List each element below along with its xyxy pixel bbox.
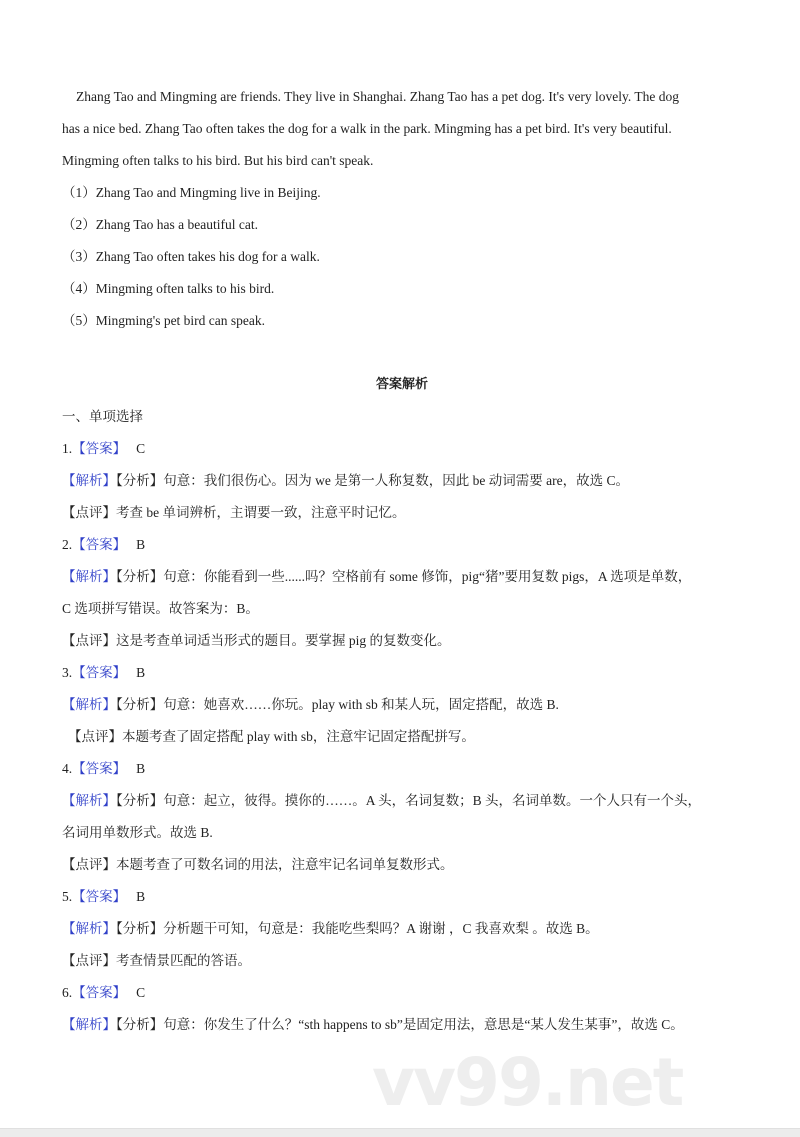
- statement-1: （1）Zhang Tao and Mingming live in Beijing.: [62, 185, 321, 200]
- comment-text: 本题考查了固定搭配 play with sb，注意牢记固定搭配拼写。: [122, 729, 475, 744]
- answer-label: 【答案】: [72, 665, 127, 680]
- comment-text: 本题考查了可数名词的用法，注意牢记名词单复数形式。: [116, 857, 454, 872]
- comment-text: 这是考查单词适当形式的题目。要掌握 pig 的复数变化。: [116, 633, 451, 648]
- answer-label: 【答案】: [72, 441, 127, 456]
- analysis-line: [62, 785, 742, 817]
- document-page: [62, 81, 742, 1041]
- answer-list: [62, 433, 742, 1041]
- analysis-line: 名词用单数形式。故选 B.: [62, 825, 213, 840]
- question-number: 5.: [62, 889, 73, 904]
- jiexi-label: 【解析】: [62, 697, 116, 712]
- comment-text: 考查情景匹配的答语。: [116, 953, 251, 968]
- answer-label: 【答案】: [72, 889, 127, 904]
- analysis-line: [62, 561, 742, 593]
- analysis-line: [62, 1009, 742, 1041]
- dianping-label: 【点评】: [68, 729, 122, 744]
- statement-4: （4）Mingming often talks to his bird.: [62, 281, 275, 296]
- answer-line: [62, 657, 742, 689]
- fenxi-label: 【分析】: [116, 697, 164, 712]
- answer-label: 【答案】: [72, 985, 127, 1000]
- dianping-label: 【点评】: [62, 857, 116, 872]
- bottom-scroll-bar: [0, 1128, 800, 1137]
- jiexi-label: 【解析】: [62, 569, 116, 584]
- statement-5: （5）Mingming's pet bird can speak.: [62, 313, 266, 328]
- analysis-text: 句意：你能看到一些......吗？空格前有 some 修饰，pig“猪”要用复数 pigs，A 选项是单数，: [163, 569, 692, 584]
- answer-value: B: [136, 537, 146, 552]
- answer-value: B: [136, 761, 146, 776]
- comment-text: 考查 be 单词辨析，主谓要一致，注意平时记忆。: [116, 505, 406, 520]
- answer-item: [62, 657, 742, 753]
- statement-2: （2）Zhang Tao has a beautiful cat.: [62, 217, 258, 232]
- comment-line: [62, 849, 742, 881]
- answer-label: 【答案】: [72, 537, 127, 552]
- question-number: 4.: [62, 761, 73, 776]
- watermark: vv99.net: [372, 1044, 683, 1121]
- analysis-line: [62, 689, 742, 721]
- answer-value: B: [136, 665, 146, 680]
- jiexi-label: 【解析】: [62, 473, 116, 488]
- jiexi-label: 【解析】: [62, 793, 116, 808]
- passage-line: has a nice bed. Zhang Tao often takes the dog for a walk in the park. Mingming has a pet bird. It's very beautiful.: [62, 121, 672, 136]
- dianping-label: 【点评】: [62, 633, 116, 648]
- passage-line: Mingming often talks to his bird. But his bird can't speak.: [62, 153, 374, 168]
- analysis-text: 句意：我们很伤心。因为 we 是第一人称复数，因此 be 动词需要 are，故选 C。: [163, 473, 629, 488]
- answer-value: B: [136, 889, 146, 904]
- answer-line: [62, 753, 742, 785]
- answer-value: C: [136, 985, 146, 1000]
- fenxi-label: 【分析】: [116, 793, 164, 808]
- analysis-text: 句意：她喜欢……你玩。play with sb 和某人玩，固定搭配，故选 B.: [163, 697, 559, 712]
- fenxi-label: 【分析】: [116, 569, 164, 584]
- reading-passage: [62, 81, 742, 177]
- question-number: 2.: [62, 537, 73, 552]
- section-title: 一、单项选择: [62, 409, 143, 424]
- analysis-line: [62, 465, 742, 497]
- answers-title: 答案解析: [375, 377, 428, 392]
- dianping-label: 【点评】: [62, 505, 116, 520]
- statement-3: （3）Zhang Tao often takes his dog for a walk.: [62, 249, 320, 264]
- answer-item: [62, 433, 742, 529]
- statement-list: [62, 177, 742, 337]
- comment-line: [62, 945, 742, 977]
- comment-line: [62, 625, 742, 657]
- jiexi-label: 【解析】: [62, 1017, 116, 1032]
- answer-item: [62, 977, 742, 1041]
- answer-line: [62, 977, 742, 1009]
- answer-line: [62, 529, 742, 561]
- analysis-line: C 选项拼写错误。故答案为：B。: [62, 601, 259, 616]
- answer-label: 【答案】: [72, 761, 127, 776]
- question-number: 1.: [62, 441, 73, 456]
- comment-line: [62, 497, 742, 529]
- analysis-line: [62, 913, 742, 945]
- question-number: 3.: [62, 665, 73, 680]
- fenxi-label: 【分析】: [116, 921, 164, 936]
- question-number: 6.: [62, 985, 73, 1000]
- answer-value: C: [136, 441, 146, 456]
- answer-item: [62, 753, 742, 881]
- fenxi-label: 【分析】: [116, 473, 164, 488]
- analysis-text: 句意：你发生了什么？“sth happens to sb”是固定用法，意思是“某人发生某事”，故选 C。: [163, 1017, 684, 1032]
- answer-item: [62, 881, 742, 977]
- dianping-label: 【点评】: [62, 953, 116, 968]
- fenxi-label: 【分析】: [116, 1017, 164, 1032]
- answer-line: [62, 433, 742, 465]
- jiexi-label: 【解析】: [62, 921, 116, 936]
- answer-line: [62, 881, 742, 913]
- analysis-text: 分析题干可知，句意是：我能吃些梨吗？A 谢谢 ，C 我喜欢梨 。故选 B。: [163, 921, 599, 936]
- comment-line: [62, 721, 742, 753]
- answer-item: [62, 529, 742, 657]
- analysis-text: 句意：起立，彼得。摸你的……。A 头，名词复数；B 头，名词单数。一个人只有一个头，: [163, 793, 702, 808]
- passage-line: Zhang Tao and Mingming are friends. They live in Shanghai. Zhang Tao has a pet dog. It's very lovely. The dog: [76, 89, 680, 104]
